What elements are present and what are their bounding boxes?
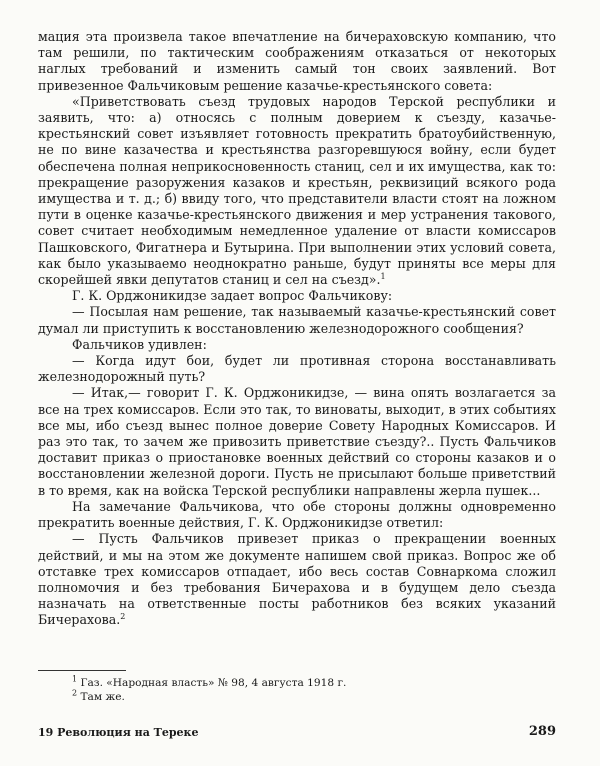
footnote-text-1: Газ. «Народная власть» № 98, 4 августа 1918 г. bbox=[80, 677, 347, 689]
footnotes bbox=[72, 676, 346, 704]
footnote-ref-2: 2 bbox=[120, 612, 126, 622]
main-text bbox=[38, 29, 556, 629]
paragraph-5: Фальчиков удивлен: bbox=[72, 336, 207, 352]
paragraph-1: мация эта произвела такое впечатление на бичераховскую компанию, что там решили, по тактическим соображениям отказаться от некоторых наглых требований и изменить самый тон своих заявлений. Вот привезенное Фальчиковым решение казачье-крестьянского совета: bbox=[38, 29, 556, 93]
paragraph-9 bbox=[38, 531, 556, 628]
footnote-ref-1: 1 bbox=[380, 271, 386, 281]
footnote-text-2: Там же. bbox=[80, 691, 125, 703]
printer-signature: 19 Революция на Тереке bbox=[38, 726, 199, 739]
footnote-1 bbox=[72, 676, 346, 690]
footnote-2 bbox=[72, 690, 346, 704]
paragraph-7: — Итак,— говорит Г. К. Орджоникидзе, — вина опять возлагается за все на трех комиссаров. Если это так, то виноваты, выходит, в этих событиях все мы, ибо съезд вынес полное доверие Совету Народных Комиссаров. И раз это так, то зачем же привозить приветствие съезду?.. Пусть Фальчиков доставит приказ о приостановке военных действий со стороны казаков и о восстановлении железной дороги. Пусть не присылают больше приветствий в то время, как на войска Терской республики направлены жерла пушек... bbox=[38, 385, 556, 498]
paragraph-6: — Когда идут бои, будет ли противная сторона восстанавливать железнодорожный путь? bbox=[38, 353, 556, 385]
footnote-divider bbox=[38, 670, 126, 671]
resolution-quote: «Приветствовать съезд трудовых народов Терской республики и заявить, что: а) относясь с полным доверием к съезду, казачье-крестьянский совет изъявляет готовность прекратить братоубийственную, не по вине казачества и крестьянства разгоревшуюся войну, если будет обеспечена полная неприкосновенность станиц, сел и их имущества, как то: прекращение разоружения казаков и крестьян, реквизиций всякого рода имущества и т. д.; б) ввиду того, что представители власти стоят на ложном пути в оценке казачье-крестьянского движения и мер устранения такового, совет считает необходимым немедленное удаление от власти комиссаров Пашковского, Фигатнера и Бутырина. При выполнении этих условий совета, как было указываемо неоднократно раньше, будут приняты все меры для скорейшей явки депутатов станиц и сел на съезд». bbox=[38, 93, 556, 288]
paragraph-8: На замечание Фальчикова, что обе стороны должны одновременно прекратить военные действия, Г. К. Орджоникидзе ответил: bbox=[38, 498, 556, 531]
paragraph-4: — Посылая нам решение, так называемый казачье-крестьянский совет думал ли приступить к восстановлению железнодорожного сообщения? bbox=[38, 304, 556, 336]
footnote-number-2: 2 bbox=[72, 688, 78, 698]
paragraph-2 bbox=[38, 94, 556, 288]
paragraph-3: Г. К. Орджоникидзе задает вопрос Фальчикову: bbox=[72, 288, 393, 304]
final-reply: — Пусть Фальчиков привезет приказ о прекращении военных действий, и мы на этом же документе напишем свой приказ. Вопрос же об отставке трех комиссаров отпадает, ибо весь состав Совнаркома сложил полномочия и без требования Бичерахова и в будущем дело съезда назначать на ответственные посты работников без всяких указаний Бичерахова. bbox=[38, 531, 556, 628]
page-number: 289 bbox=[528, 724, 556, 739]
footnote-number-1: 1 bbox=[72, 674, 78, 684]
